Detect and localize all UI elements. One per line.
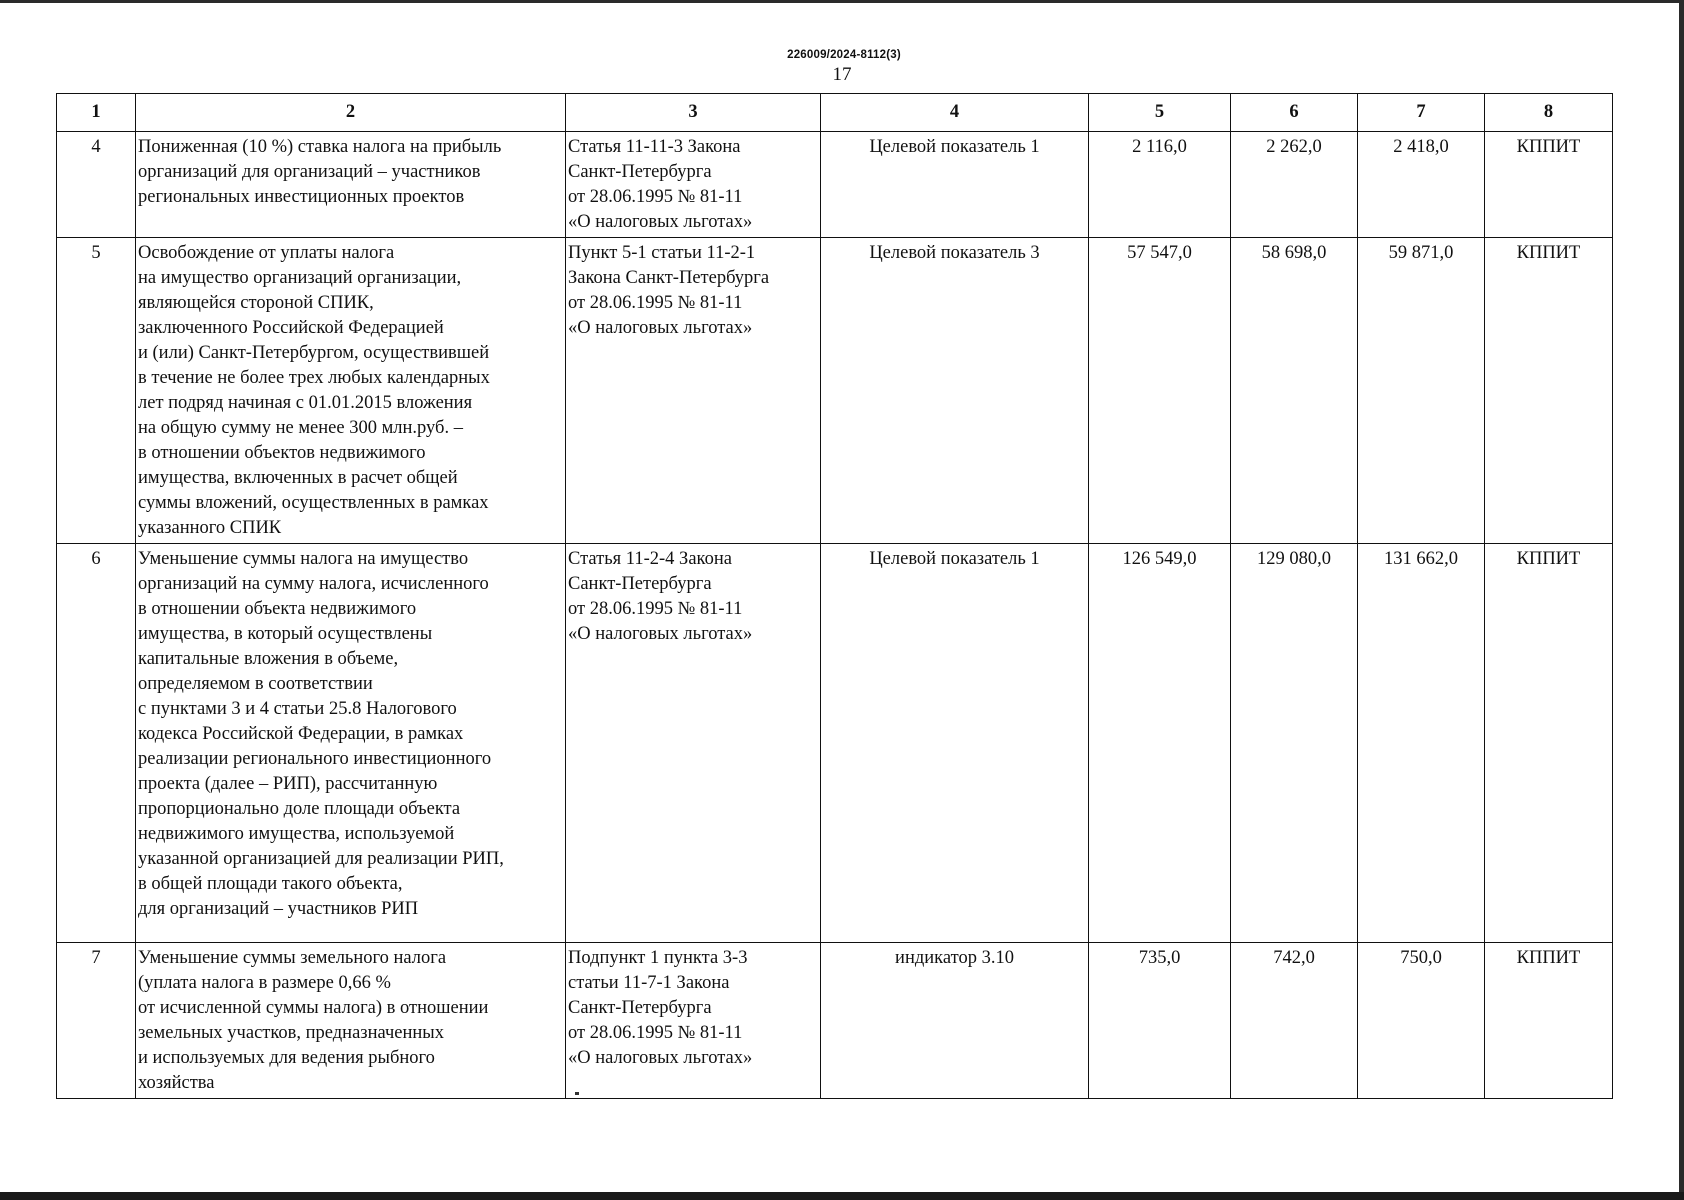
target-indicator: индикатор 3.10 — [821, 943, 1089, 1099]
value-col-7: 2 418,0 — [1358, 132, 1485, 238]
legal-basis: Подпункт 1 пункта 3-3 статьи 11-7-1 Закона Санкт-Петербурга от 28.06.1995 № 81-11 «О налоговых льготах» — [566, 943, 821, 1099]
column-header-7: 7 — [1358, 94, 1485, 132]
curator: КППИТ — [1485, 132, 1613, 238]
column-header-1: 1 — [57, 94, 136, 132]
table-row — [57, 238, 1613, 544]
row-number: 7 — [57, 943, 136, 1099]
legal-basis: Статья 11-11-3 Закона Санкт-Петербурга от 28.06.1995 № 81-11 «О налоговых льготах» — [566, 132, 821, 238]
row-number: 5 — [57, 238, 136, 544]
curator: КППИТ — [1485, 544, 1613, 943]
value-col-5: 126 549,0 — [1089, 544, 1231, 943]
value-col-7: 750,0 — [1358, 943, 1485, 1099]
value-col-6: 58 698,0 — [1231, 238, 1358, 544]
value-col-5: 2 116,0 — [1089, 132, 1231, 238]
document-number: 226009/2024-8112(3) — [787, 49, 901, 61]
value-col-6: 742,0 — [1231, 943, 1358, 1099]
curator: КППИТ — [1485, 943, 1613, 1099]
target-indicator: Целевой показатель 1 — [821, 132, 1089, 238]
column-header-2: 2 — [136, 94, 566, 132]
benefit-description: Освобождение от уплаты налога на имущество организаций организации, являющейся стороной СПИК, заключенного Российской Федерацией и (или) Санкт-Петербургом, осуществившей в течение не более трех любых календарных лет подряд начиная с 01.01.2015 вложения на общую сумму не менее 300 млн.руб. – в отношении объектов недвижимого имущества, включенных в расчет общей суммы вложений, осуществленных в рамках указанного СПИК — [136, 238, 566, 544]
benefit-description: Уменьшение суммы налога на имущество организаций на сумму налога, исчисленного в отношении объекта недвижимого имущества, в который осуществлены капитальные вложения в объеме, определяемом в соответствии с пунктами 3 и 4 статьи 25.8 Налогового кодекса Российской Федерации, в рамках реализации регионального инвестиционного проекта (далее – РИП), рассчитанную пропорционально доле площади объекта недвижимого имущества, используемой указанной организацией для реализации РИП, в общей площади такого объекта, для организаций – участников РИП — [136, 544, 566, 943]
scan-border-bottom — [0, 1192, 1684, 1200]
value-col-5: 735,0 — [1089, 943, 1231, 1099]
benefit-description: Уменьшение суммы земельного налога (уплата налога в размере 0,66 % от исчисленной суммы налога) в отношении земельных участков, предназначенных и используемых для ведения рыбного хозяйства — [136, 943, 566, 1099]
table-row — [57, 132, 1613, 238]
scan-speck — [575, 1092, 579, 1095]
table-row — [57, 943, 1613, 1099]
legal-basis: Пункт 5-1 статьи 11-2-1 Закона Санкт-Петербурга от 28.06.1995 № 81-11 «О налоговых льготах» — [566, 238, 821, 544]
column-header-6: 6 — [1231, 94, 1358, 132]
column-header-4: 4 — [821, 94, 1089, 132]
curator: КППИТ — [1485, 238, 1613, 544]
column-header-3: 3 — [566, 94, 821, 132]
table-header-row — [57, 94, 1613, 132]
tax-benefits-table — [56, 93, 1613, 1099]
page-number: 17 — [832, 64, 852, 85]
value-col-5: 57 547,0 — [1089, 238, 1231, 544]
table-row — [57, 544, 1613, 943]
row-number: 4 — [57, 132, 136, 238]
scan-border-top — [0, 0, 1684, 3]
row-number: 6 — [57, 544, 136, 943]
value-col-7: 59 871,0 — [1358, 238, 1485, 544]
target-indicator: Целевой показатель 1 — [821, 544, 1089, 943]
legal-basis: Статья 11-2-4 Закона Санкт-Петербурга от 28.06.1995 № 81-11 «О налоговых льготах» — [566, 544, 821, 943]
benefit-description: Пониженная (10 %) ставка налога на прибыль организаций для организаций – участников региональных инвестиционных проектов — [136, 132, 566, 238]
column-header-8: 8 — [1485, 94, 1613, 132]
scan-border-right — [1679, 0, 1684, 1200]
column-header-5: 5 — [1089, 94, 1231, 132]
value-col-7: 131 662,0 — [1358, 544, 1485, 943]
value-col-6: 2 262,0 — [1231, 132, 1358, 238]
value-col-6: 129 080,0 — [1231, 544, 1358, 943]
target-indicator: Целевой показатель 3 — [821, 238, 1089, 544]
